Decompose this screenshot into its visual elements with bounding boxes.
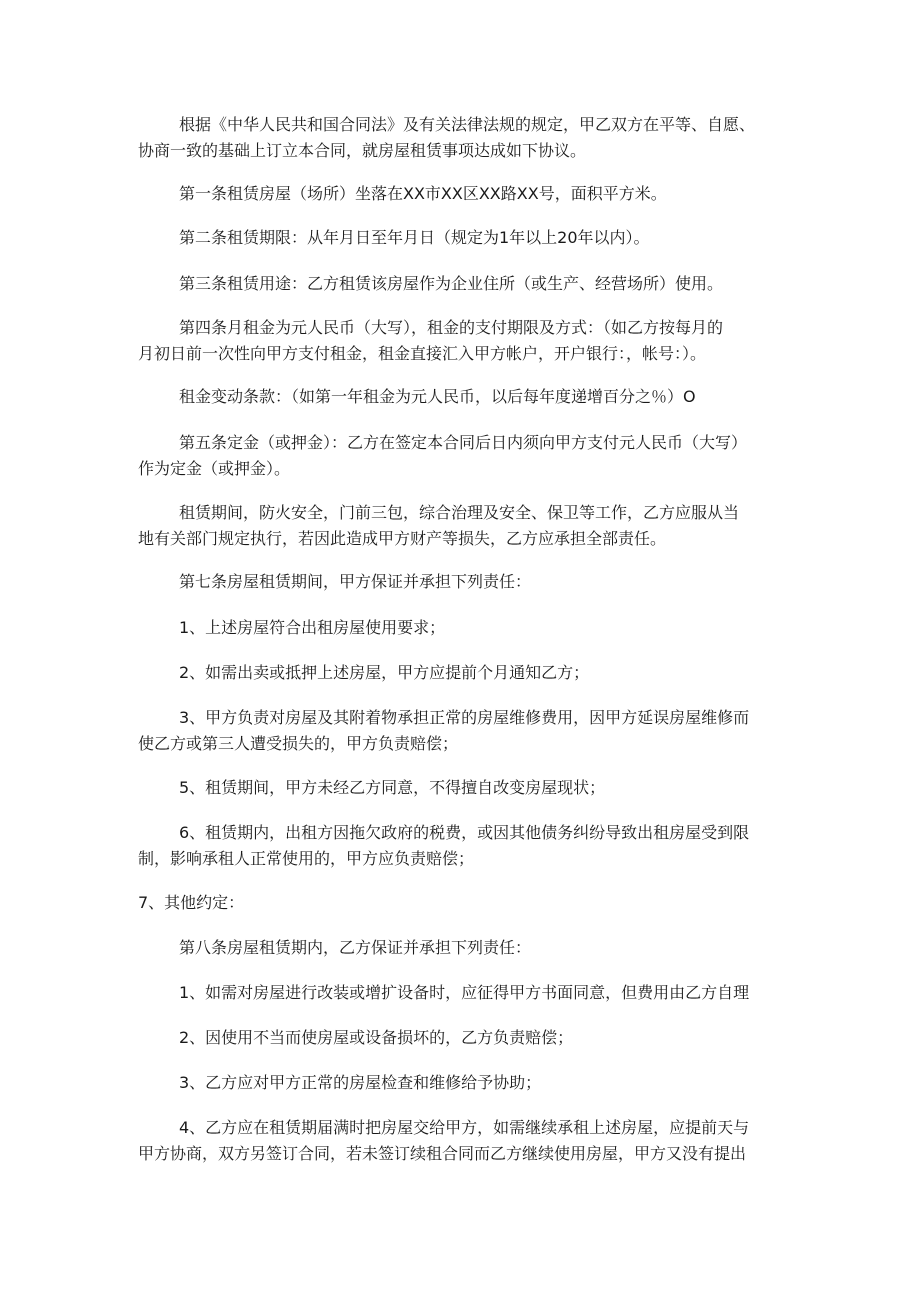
text-line: 月初日前一次性向甲方支付租金，租金直接汇入甲方帐户，开户银行：，帐号：）。 — [138, 344, 707, 363]
text-line: 1、上述房屋符合出租房屋使用要求； — [179, 618, 446, 637]
article-8-lessee-duties — [0, 935, 920, 961]
text-line: 作为定金（或押金）。 — [138, 459, 291, 478]
text-line: 2、因使用不当而使房屋或设备损坏的，乙方负责赔偿； — [179, 1028, 574, 1047]
lessor-duty-item — [0, 775, 920, 801]
text-line: 第八条房屋租赁期内，乙方保证并承担下列责任： — [179, 938, 532, 957]
text-line: 租赁期间，防火安全，门前三包，综合治理及安全、保卫等工作，乙方应服从当 — [179, 503, 740, 522]
text-line: 第三条租赁用途：乙方租赁该房屋作为企业住所（或生产、经营场所）使用。 — [179, 274, 724, 293]
lessor-duty-item — [0, 820, 920, 872]
lessor-duty-item — [0, 660, 920, 686]
text-line: 第四条月租金为元人民币（大写），租金的支付期限及方式：（如乙方按每月的 — [179, 318, 724, 337]
text-line: 5、租赁期间，甲方未经乙方同意，不得擅自改变房屋现状； — [179, 778, 606, 797]
lessee-duty-item — [0, 1115, 920, 1167]
text-line: 3、乙方应对甲方正常的房屋检查和维修给予协助； — [179, 1073, 542, 1092]
article-2-term — [0, 225, 920, 251]
text-line: 第七条房屋租赁期间，甲方保证并承担下列责任： — [179, 572, 532, 591]
safety-clause — [0, 500, 920, 552]
text-line: 甲方协商，双方另签订合同，若未签订续租合同而乙方继续使用房屋，甲方又没有提出 — [138, 1144, 747, 1163]
lessee-duty-item — [0, 980, 920, 1006]
text-line: 根据《中华人民共和国合同法》及有关法律法规的规定，甲乙双方在平等、自愿、 — [179, 115, 756, 134]
text-line: 第一条租赁房屋（场所）坐落在XX市XX区XX路XX号，面积平方米。 — [179, 184, 667, 203]
text-line: 租金变动条款：（如第一年租金为元人民币，以后每年度递增百分之％）O — [179, 387, 696, 406]
text-line: 3、甲方负责对房屋及其附着物承担正常的房屋维修费用，因甲方延误房屋维修而 — [179, 708, 750, 727]
rent-change-clause — [0, 384, 920, 410]
text-line: 2、如需出卖或抵押上述房屋，甲方应提前个月通知乙方； — [179, 663, 590, 682]
text-line: 地有关部门规定执行，若因此造成甲方财产等损失，乙方应承担全部责任。 — [138, 529, 667, 548]
intro-paragraph — [0, 112, 920, 164]
article-3-purpose — [0, 271, 920, 297]
text-line: 使乙方或第三人遭受损失的，甲方负责赔偿； — [138, 734, 459, 753]
text-line: 第五条定金（或押金）：乙方在签定本合同后日内须向甲方支付元人民币（大写） — [179, 433, 748, 452]
text-line: 1、如需对房屋进行改装或增扩设备时，应征得甲方书面同意，但费用由乙方自理 — [179, 983, 750, 1002]
text-line: 6、租赁期内，出租方因拖欠政府的税费，或因其他债务纠纷导致出租房屋受到限 — [179, 823, 750, 842]
article-4-rent — [0, 315, 920, 367]
text-line: 第二条租赁期限：从年月日至年月日（规定为1年以上20年以内）。 — [179, 228, 650, 247]
lessor-duty-item — [0, 615, 920, 641]
article-1-location — [0, 181, 920, 207]
lessee-duty-item — [0, 1070, 920, 1096]
text-line: 7、其他约定： — [138, 893, 245, 912]
article-5-deposit — [0, 430, 920, 482]
text-line: 协商一致的基础上订立本合同，就房屋租赁事项达成如下协议。 — [138, 141, 587, 160]
lessee-duty-item — [0, 1025, 920, 1051]
text-line: 制，影响承租人正常使用的，甲方应负责赔偿； — [138, 849, 475, 868]
article-7-lessor-duties — [0, 569, 920, 595]
lessor-duty-item — [0, 705, 920, 757]
text-line: 4、乙方应在租赁期届满时把房屋交给甲方，如需继续承租上述房屋，应提前天与 — [179, 1118, 750, 1137]
other-agreements — [0, 890, 920, 916]
